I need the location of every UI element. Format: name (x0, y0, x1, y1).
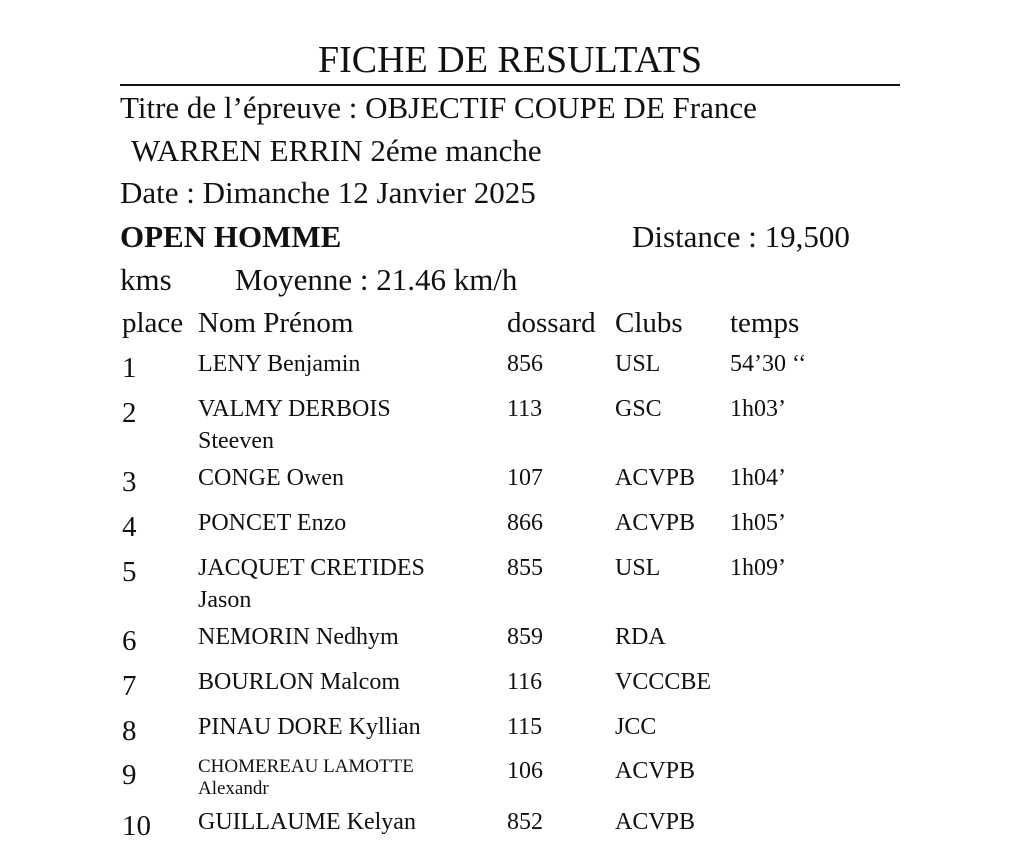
row-club: RDA (615, 624, 666, 650)
title-underline (120, 84, 900, 86)
distance-unit: kms (120, 262, 172, 297)
row-name: NEMORIN Nedhym (198, 624, 399, 650)
row-name: LENY Benjamin (198, 351, 361, 377)
row-dossard: 115 (507, 714, 543, 740)
row-dossard: 113 (507, 396, 543, 422)
row-dossard: 116 (507, 669, 543, 695)
row-club: ACVPB (615, 465, 696, 491)
row-name: VALMY DERBOIS (198, 396, 391, 422)
row-club: ACVPB (615, 809, 696, 835)
row-place: 10 (122, 810, 151, 842)
row-temps: 1h09’ (730, 555, 786, 581)
row-place: 8 (122, 715, 137, 747)
row-dossard: 855 (507, 555, 543, 581)
row-temps: 54’30 ‘‘ (730, 351, 807, 377)
row-dossard: 107 (507, 465, 543, 491)
row-club: ACVPB (615, 510, 696, 536)
row-temps: 1h03’ (730, 396, 786, 422)
row-dossard: 856 (507, 351, 543, 377)
row-name: JACQUET CRETIDES (198, 555, 425, 581)
header-dossard: dossard (507, 307, 596, 339)
row-place: 2 (122, 397, 137, 429)
header-club: Clubs (615, 307, 683, 339)
average-speed: Moyenne : 21.46 km/h (235, 262, 518, 297)
row-name: BOURLON Malcom (198, 669, 400, 695)
event-date: Date : Dimanche 12 Janvier 2025 (120, 175, 536, 210)
row-club: VCCCBE (615, 669, 712, 695)
distance-label: Distance : 19,500 (632, 219, 850, 254)
row-place: 1 (122, 352, 137, 384)
row-name-line2: Jason (198, 587, 252, 613)
row-club: ACVPB (615, 758, 696, 784)
header-place: place (122, 307, 184, 339)
row-name: PINAU DORE Kyllian (198, 714, 421, 740)
header-temps: temps (730, 307, 800, 339)
row-club: USL (615, 555, 661, 581)
row-dossard: 852 (507, 809, 543, 835)
row-temps: 1h04’ (730, 465, 786, 491)
row-name: PONCET Enzo (198, 510, 347, 536)
row-place: 4 (122, 511, 137, 543)
row-temps: 1h05’ (730, 510, 786, 536)
row-name-line2: Alexandr (198, 778, 269, 799)
row-place: 7 (122, 670, 137, 702)
epreuve-title-line1: Titre de l’épreuve : OBJECTIF COUPE DE France (120, 90, 757, 125)
document-title: FICHE DE RESULTATS (317, 39, 703, 81)
row-name: CHOMEREAU LAMOTTE (198, 756, 414, 777)
row-name-line2: Steeven (198, 428, 274, 454)
row-dossard: 106 (507, 758, 543, 784)
row-place: 3 (122, 466, 137, 498)
row-place: 6 (122, 625, 137, 657)
row-dossard: 859 (507, 624, 543, 650)
row-name: CONGE Owen (198, 465, 344, 491)
epreuve-title-line2: WARREN ERRIN 2éme manche (131, 133, 542, 168)
row-place: 5 (122, 556, 137, 588)
row-club: JCC (615, 714, 657, 740)
category-label: OPEN HOMME (120, 219, 342, 254)
row-name: GUILLAUME Kelyan (198, 809, 416, 835)
row-club: USL (615, 351, 661, 377)
header-name: Nom Prénom (198, 307, 354, 339)
row-place: 9 (122, 759, 137, 791)
row-dossard: 866 (507, 510, 543, 536)
row-club: GSC (615, 396, 662, 422)
